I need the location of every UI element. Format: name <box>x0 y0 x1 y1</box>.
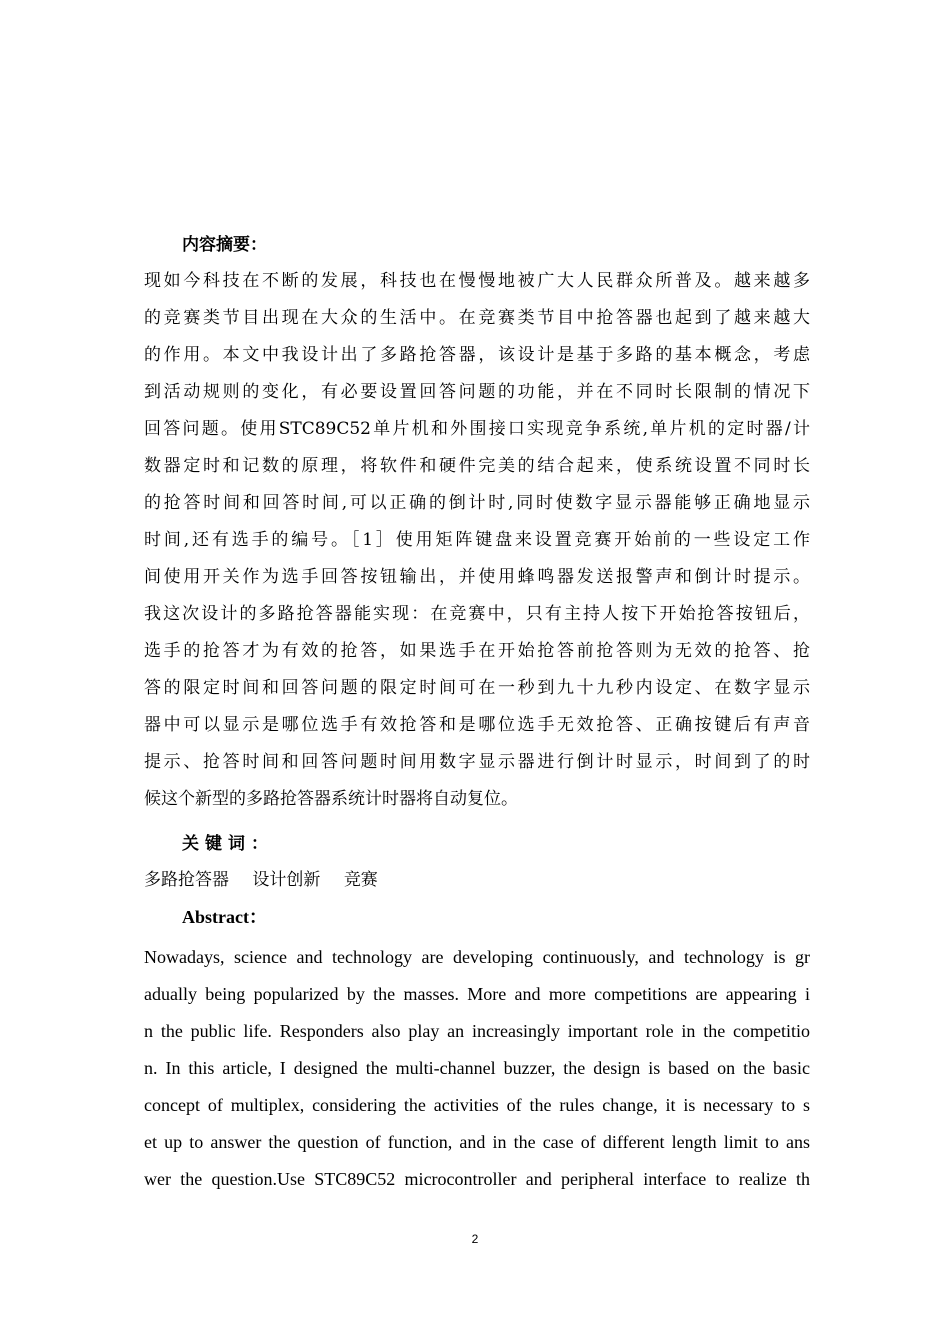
abstract-line: adually being popularized by the masses. More and more competitions are appearing i <box>144 984 810 1004</box>
summary-line: 回答问题。使用STC89C52单片机和外围接口实现竞争系统,单片机的定时器/计 <box>144 419 810 439</box>
abstract-body <box>144 939 810 1198</box>
summary-line: 的竞赛类节目出现在大众的生活中。在竞赛类节目中抢答器也起到了越来越大 <box>144 308 810 328</box>
summary-line: 器中可以显示是哪位选手有效抢答和是哪位选手无效抢答、正确按键后有声音 <box>144 715 810 735</box>
summary-heading: 内容摘要： <box>182 235 267 255</box>
summary-line: 答的限定时间和回答问题的限定时间可在一秒到九十九秒内设定、在数字显示 <box>144 678 810 698</box>
summary-line: 现如今科技在不断的发展，科技也在慢慢地被广大人民群众所普及。越来越多 <box>144 271 810 291</box>
summary-line: 的抢答时间和回答时间,可以正确的倒计时,同时使数字显示器能够正确地显示 <box>144 493 810 513</box>
keywords-list <box>144 866 396 894</box>
abstract-heading: Abstract： <box>182 907 267 927</box>
summary-line: 我这次设计的多路抢答器能实现：在竞赛中，只有主持人按下开始抢答按钮后， <box>144 604 810 624</box>
abstract-line: et up to answer the question of function, and in the case of different length limit to ans <box>144 1132 810 1152</box>
page-number: 2 <box>471 1232 479 1246</box>
summary-line: 的作用。本文中我设计出了多路抢答器，该设计是基于多路的基本概念，考虑 <box>144 345 810 365</box>
keyword-item: 竞赛 <box>343 870 378 890</box>
abstract-line: n the public life. Responders also play an increasingly important role in the competitio <box>144 1021 810 1041</box>
summary-line: 选手的抢答才为有效的抢答，如果选手在开始抢答前抢答则为无效的抢答、抢 <box>144 641 810 661</box>
summary-line: 候这个新型的多路抢答器系统计时器将自动复位。 <box>144 789 518 809</box>
keywords-heading: 关键词： <box>182 834 274 854</box>
abstract-line: concept of multiplex, considering the activities of the rules change, it is necessary to s <box>144 1095 810 1115</box>
abstract-line: n. In this article, I designed the multi-channel buzzer, the design is based on the basic <box>144 1058 810 1078</box>
summary-line: 提示、抢答时间和回答问题时间用数字显示器进行倒计时显示，时间到了的时 <box>144 752 810 772</box>
summary-line: 时间,还有选手的编号。［1］使用矩阵键盘来设置竞赛开始前的一些设定工作 <box>144 530 810 550</box>
summary-line: 数器定时和记数的原理，将软件和硬件完美的结合起来，使系统设置不同时长 <box>144 456 810 476</box>
summary-line: 间使用开关作为选手回答按钮输出，并使用蜂鸣器发送报警声和倒计时提示。 <box>144 567 810 587</box>
abstract-line: wer the question.Use STC89C52 microcontroller and peripheral interface to realize th <box>144 1169 810 1189</box>
summary-line: 到活动规则的变化，有必要设置回答问题的功能，并在不同时长限制的情况下 <box>144 382 810 402</box>
keyword-item: 多路抢答器 <box>144 870 229 890</box>
summary-body <box>144 263 810 818</box>
keyword-item: 设计创新 <box>252 870 321 890</box>
abstract-line: Nowadays, science and technology are developing continuously, and technology is gr <box>144 947 810 967</box>
